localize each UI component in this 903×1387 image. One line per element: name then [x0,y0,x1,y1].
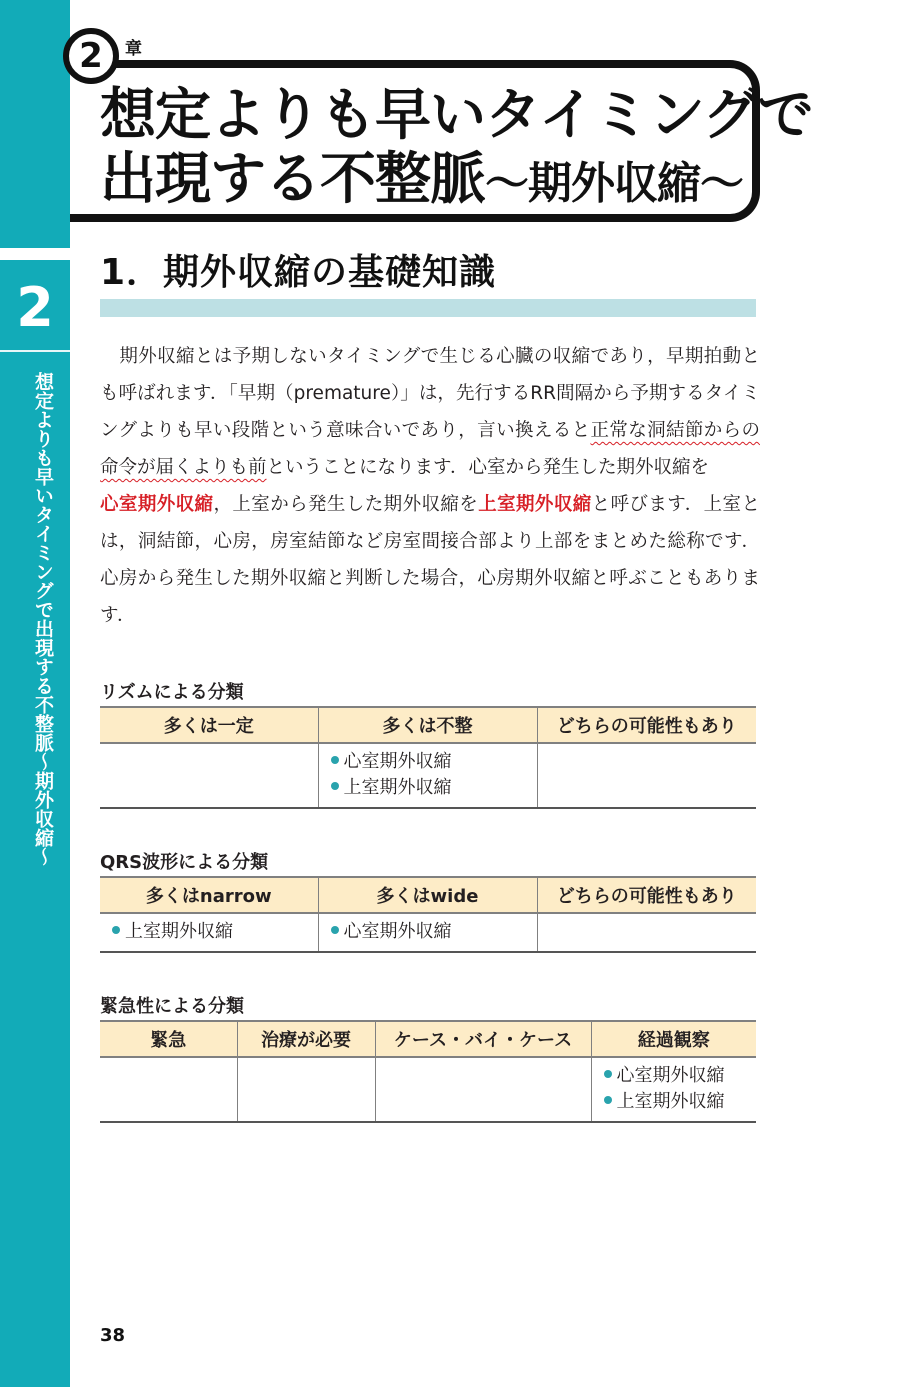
table-row [100,743,756,808]
table-rhythm-classification [100,706,756,809]
table-cell [375,1057,591,1122]
body-paragraph [100,338,760,634]
table-header-cell: 治療が必要 [237,1021,375,1057]
table-caption-urgency: 緊急性による分類 [100,996,244,1017]
list-item [112,919,318,945]
table-header-cell: ケース・バイ・ケース [375,1021,591,1057]
chapter-number-circle: 2 [63,28,119,84]
bullet-dot-icon [112,926,120,934]
list-item-text: 心室期外収縮 [343,751,452,772]
chapter-title-sub: ～期外収縮～ [485,158,743,209]
sidebar-chapter-number: 2 [16,276,54,339]
table-header-row [100,707,756,743]
table-row [100,1057,756,1122]
paragraph-underlined-phrase: 正常な洞結節からの命令が届くよりも前 [100,420,760,478]
table-cell [237,1057,375,1122]
paragraph-text-1: 期外収縮とは予期しないタイミングで生じる心臓の収縮であり，早期拍動とも呼ばれます．「早期（premature）」は，先行するRR間隔から予期するタイミングよりも早い段階という意味合いであり，言い換えると [100,346,760,441]
list-item-text: 上室期外収縮 [616,1091,725,1112]
table-header-cell: 経過観察 [591,1021,756,1057]
table-caption-rhythm: リズムによる分類 [100,682,244,703]
chapter-label: 章 [125,39,142,59]
table-header-cell: どちらの可能性もあり [537,877,756,913]
term-ventricular-pvc: 心室期外収縮 [100,494,214,515]
table-qrs-classification [100,876,756,953]
chapter-title-main: 出現する不整脈 [100,147,485,212]
chapter-title-line1: 想定よりも早いタイミングで [100,83,813,148]
list-item [331,919,537,945]
page-number: 38 [100,1325,126,1346]
paragraph-text-3: ，上室から発生した期外収縮を [213,494,479,515]
table-row [100,913,756,952]
table-cell [318,913,537,952]
list-item [604,1089,757,1115]
section-heading: 1．期外収縮の基礎知識 [100,252,497,293]
table-header-cell: 緊急 [100,1021,237,1057]
sidebar-divider [0,350,70,352]
table-cell [537,743,756,808]
chapter-sidebar [0,0,70,1387]
table-cell [318,743,537,808]
table-cell [100,1057,237,1122]
term-supraventricular-pvc: 上室期外収縮 [478,494,592,515]
table-header-cell: 多くは不整 [318,707,537,743]
list-item [331,775,537,801]
paragraph-text-4: と呼びます．上室とは，洞結節，心房，房室結節など房室間接合部より上部をまとめた総称です．心房から発生した期外収縮と判断した場合，心房期外収縮と呼ぶこともあります． [100,494,760,626]
list-item [604,1063,757,1089]
table-cell [591,1057,756,1122]
bullet-dot-icon [331,756,339,764]
section-heading-bar [100,299,756,317]
table-header-cell: 多くはwide [318,877,537,913]
table-header-cell: 多くは一定 [100,707,318,743]
sidebar-vertical-title: 想定よりも早いタイミングで出現する不整脈～期外収縮～ [32,372,54,866]
list-item-text: 心室期外収縮 [343,921,452,942]
table-header-cell: 多くはnarrow [100,877,318,913]
list-item [331,749,537,775]
list-item-text: 上室期外収縮 [125,921,233,942]
bullet-dot-icon [604,1070,612,1078]
table-cell [100,743,318,808]
list-item-text: 上室期外収縮 [343,777,452,798]
table-urgency-classification [100,1020,756,1123]
bullet-dot-icon [604,1096,612,1104]
bullet-dot-icon [331,926,339,934]
bullet-dot-icon [331,782,339,790]
chapter-title [100,83,813,216]
table-header-row [100,1021,756,1057]
table-header-cell: どちらの可能性もあり [537,707,756,743]
table-caption-qrs: QRS波形による分類 [100,852,269,873]
table-cell [537,913,756,952]
sidebar-gap [0,248,70,260]
chapter-title-line2 [100,148,760,216]
list-item-text: 心室期外収縮 [616,1065,725,1086]
table-header-row [100,877,756,913]
paragraph-text-2: ということになります．心室から発生した期外収縮を [266,457,710,478]
table-cell [100,913,318,952]
